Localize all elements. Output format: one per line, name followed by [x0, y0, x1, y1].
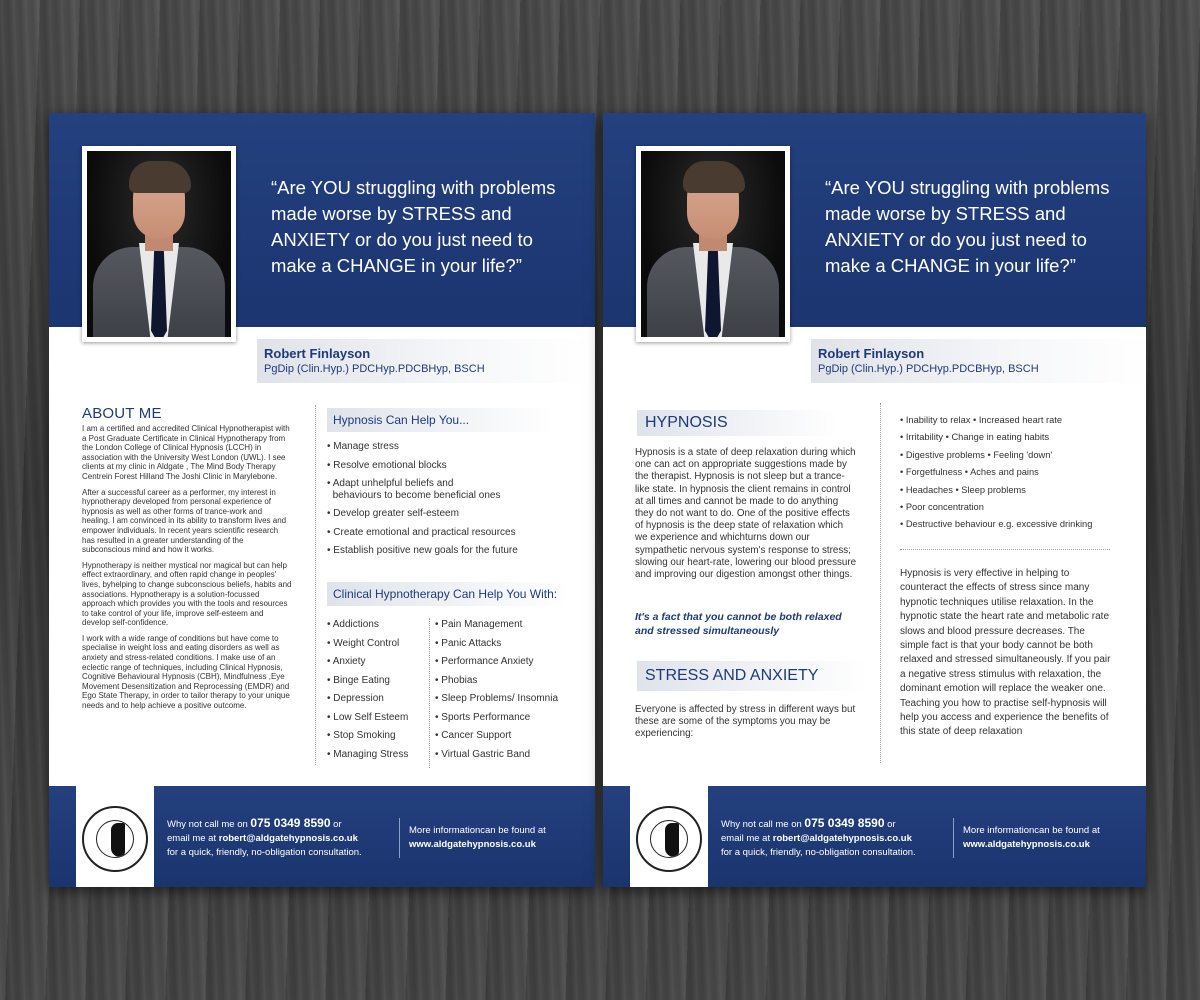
email-link[interactable]: robert@aldgatehypnosis.co.uk: [218, 833, 358, 844]
phone-number[interactable]: 075 0349 8590: [250, 816, 331, 830]
footer-divider: [953, 818, 954, 858]
list-item: • Create emotional and practical resources: [327, 526, 516, 538]
column-divider: [429, 618, 430, 768]
about-paragraph: I work with a wide range of conditions but have come to specialise in weight loss and eating disorders as well as anxiety and stress-related conditions. I make use of an eclectic range of techniques, including Clinical Hypnosis, Cognitive Behavioural Hypnosis (CBH), Mindfulness ,Eye Movement Desensitization and Reprocessing (EMDR) and Ego State Therapy, in order to tailor therapy to your unique needs and to help achieve a positive outcome.: [82, 633, 290, 711]
list-item: • Stop Smoking: [327, 730, 396, 741]
effective-text: Hypnosis is very effective in helping to counteract the effects of stress since many hypnotic techniques utilise relaxation. In the hypnotic state the heart rate and metabolic rate slows and blood pressure decreases. The simple fact is that your body cannot be both relaxed and stressed simultaneously. If you pair a negative stress stimulus with relaxation, the dominant emotion will replace the weaker one. Teaching you how to practise self-hypnosis will help you access and experience the benefits of this state of deep relaxation: [900, 568, 1111, 738]
society-badge: [76, 786, 154, 887]
list-item: • Addictions: [327, 619, 379, 630]
headline-quote: “Are YOU struggling with problems made worse by STRESS and ANXIETY or do you just need to make a CHANGE in your life?”: [825, 177, 1110, 276]
list-item: • Weight Control: [327, 637, 400, 649]
column-divider: [880, 403, 881, 763]
list-item: • Anxiety: [327, 656, 366, 667]
list-item: • Establish positive new goals for the future: [327, 545, 518, 556]
list-item: • Develop greater self-esteem: [327, 508, 459, 519]
list-item: • Digestive problems • Feeling 'down': [900, 449, 1053, 460]
portrait-photo: [82, 146, 236, 342]
column-divider: [315, 405, 316, 765]
more-info: More informationcan be found at www.aldgatehypnosis.co.uk: [963, 825, 1100, 850]
symptoms-list: [900, 412, 1130, 534]
section-separator: [900, 549, 1110, 550]
list-item: • Low Self Esteem: [327, 711, 409, 723]
help-heading: Hypnosis Can Help You...: [327, 408, 552, 432]
person-name: Robert Finlayson: [264, 346, 371, 361]
list-item: • Inability to relax • Increased heart rate: [900, 415, 1063, 425]
clinical-list-col2: [435, 616, 585, 764]
list-item: • Virtual Gastric Band: [435, 748, 531, 760]
website-link[interactable]: www.aldgatehypnosis.co.uk: [409, 839, 536, 850]
list-item: • Cancer Support: [435, 730, 512, 741]
clinical-list-col1: [327, 616, 432, 764]
person-credentials: PgDip (Clin.Hyp.) PDCHyp.PDCBHyp, BSCH: [818, 363, 1039, 375]
list-item: • Pain Management: [435, 619, 523, 630]
about-paragraph: Hypnotherapy is neither mystical nor magical but can help effect extraordinary, and often rapid change in peoples' lives, byhelping to change subconscious beliefs, habits and associations. Hypnotherapy is a solution-focussed approach which provides you with the tools and resources to take control of your life, improve self-esteem and develop self-confidence.: [82, 560, 292, 628]
list-item: • Resolve emotional blocks: [327, 459, 447, 471]
list-item: • Poor concentration: [900, 502, 984, 513]
list-item: • Phobias: [435, 674, 478, 686]
hypnosis-heading: HYPNOSIS: [637, 410, 837, 436]
footer-divider: [399, 818, 400, 858]
stress-heading: STRESS AND ANXIETY: [637, 661, 867, 691]
about-paragraph: After a successful career as a performer, my interest in hypnotherapy developed from personal experience of hypnosis as well as other forms of trance-work and healing. I am convinced in its ability to transform lives and empower individuals. In recent years scientific research has resulted in a greater understanding of the subconscious mind and how it works.: [82, 487, 287, 555]
help-list: [327, 438, 557, 561]
list-item: • Binge Eating: [327, 674, 390, 686]
more-info: More informationcan be found at www.aldgatehypnosis.co.uk: [409, 825, 546, 850]
society-badge: [630, 786, 708, 887]
about-paragraph: I am a certified and accredited Clinical Hypnotherapist with a Post Graduate Certificate in Clinical Hypnotherapy from the London College of Clinical Hypnosis (LCCH) in association with the University West London (UWL). I see clients at my clinic in Aldgate , The Mind Body Therapy Centrein Forest Hilland The Joshi Clinic in Marylebone.: [82, 424, 290, 481]
society-logo: [82, 806, 148, 872]
phone-number[interactable]: 075 0349 8590: [804, 816, 885, 830]
email-link[interactable]: robert@aldgatehypnosis.co.uk: [772, 833, 912, 844]
hypnosis-text: Hypnosis is a state of deep relaxation during which one can act on appropriate suggestions made by the therapist. Hypnosis is not sleep but a trance-like state. In hypnosis the client remains in control at all times and cannot be made to do anything they do not want to do. One of the positive effects of hypnosis is the deep state of relaxation which we experience and whichturns down our sympathetic nervous system's response to stress; slowing our heart-rate, lowering our blood pressure and improving our digestion amongst other things.: [635, 447, 857, 581]
society-logo: [636, 806, 702, 872]
clinical-heading: Clinical Hypnotherapy Can Help You With:: [327, 582, 567, 606]
list-item: • Panic Attacks: [435, 637, 502, 649]
fact-callout: It's a fact that you cannot be both relaxed and stressed simultaneously: [635, 611, 842, 637]
portrait-photo: [636, 146, 790, 342]
website-link[interactable]: www.aldgatehypnosis.co.uk: [963, 839, 1090, 850]
list-item: • Headaches • Sleep problems: [900, 484, 1026, 495]
list-item: • Forgetfulness • Aches and pains: [900, 467, 1039, 478]
list-item: • Sleep Problems/ Insomnia: [435, 693, 559, 704]
person-credentials: PgDip (Clin.Hyp.) PDCHyp.PDCBHyp, BSCH: [264, 363, 485, 375]
headline-quote: “Are YOU struggling with problems made worse by STRESS and ANXIETY or do you just need to make a CHANGE in your life?”: [271, 177, 556, 276]
footer-band: [603, 786, 1146, 887]
list-item: • Destructive behaviour e.g. excessive drinking: [900, 519, 1093, 530]
flyer-hypnosis: [603, 113, 1146, 887]
stress-text: Everyone is affected by stress in different ways but these are some of the symptoms you may be experiencing:: [635, 704, 856, 739]
footer-band: [49, 786, 595, 887]
flyer-about-me: [49, 113, 595, 887]
contact-text: Why not call me on 075 0349 8590 or email me at robert@aldgatehypnosis.co.uk for a quick, friendly, no-obligation consultation.: [167, 816, 362, 858]
contact-text: Why not call me on 075 0349 8590 or email me at robert@aldgatehypnosis.co.uk for a quick, friendly, no-obligation consultation.: [721, 816, 916, 858]
list-item: • Depression: [327, 693, 384, 704]
list-item: • Sports Performance: [435, 711, 531, 723]
person-name: Robert Finlayson: [818, 346, 925, 361]
list-item: • Managing Stress: [327, 748, 409, 760]
about-heading: ABOUT ME: [82, 405, 162, 422]
list-item: • Adapt unhelpful beliefs and behaviours to become beneficial ones: [327, 478, 501, 501]
list-item: • Performance Anxiety: [435, 656, 534, 667]
list-item: • Irritability • Change in eating habits: [900, 432, 1050, 443]
list-item: • Manage stress: [327, 441, 399, 452]
about-section: [82, 405, 292, 717]
